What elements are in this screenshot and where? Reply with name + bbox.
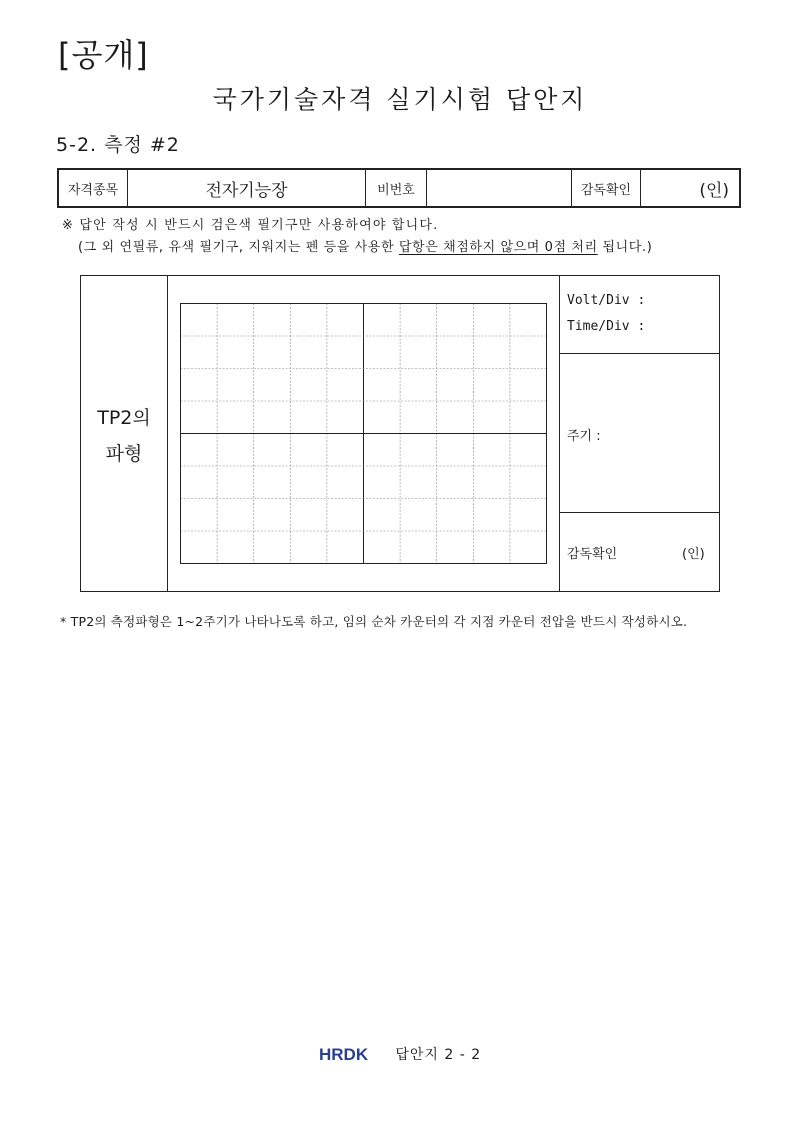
supervisor-label: 감독확인: [572, 169, 641, 207]
period-label[interactable]: 주기 :: [567, 429, 601, 444]
notice-line-2: [78, 236, 652, 255]
category-label: 자격종목: [58, 169, 128, 207]
supervisor-seal[interactable]: (인): [641, 169, 741, 207]
page-footer: [0, 1044, 800, 1064]
notice-prefix: (그 외 연필류, 유색 필기구, 지워지는 펜 등을 사용한: [78, 240, 399, 255]
info-table: [57, 168, 741, 208]
measurement-column: [559, 275, 720, 592]
volt-div-label[interactable]: Volt/Div :: [567, 293, 646, 308]
waveform-label-line1: TP2의: [97, 407, 151, 429]
category-value: 전자기능장: [128, 169, 366, 207]
hrdk-logo-text: HRDK: [318, 1045, 368, 1063]
waveform-label-cell: [80, 275, 168, 592]
oscilloscope-grid[interactable]: [180, 303, 547, 564]
number-field[interactable]: [427, 169, 572, 207]
notice-underlined: 답항은 채점하지 않으며 0점 처리: [398, 240, 598, 255]
page-number: 답안지 2 - 2: [395, 1047, 482, 1063]
page-title: 국가기술자격 실기시험 답안지: [212, 85, 588, 114]
document-tag: [공개]: [58, 36, 149, 74]
number-label: 비번호: [366, 169, 427, 207]
section-heading: 5-2. 측정 #2: [56, 134, 180, 156]
notice-suffix: 됩니다.): [597, 240, 653, 255]
waveform-label-line2: 파형: [105, 443, 143, 465]
hrdk-logo-icon: [319, 1045, 381, 1063]
notice-line-1: ※ 답안 작성 시 반드시 검은색 필기구만 사용하여야 합니다.: [62, 218, 439, 233]
supervisor-label-2: 감독확인: [567, 547, 618, 562]
footnote: * TP2의 측정파형은 1~2주기가 나타나도록 하고, 임의 순차 카운터의 각 지점 카운터 전압을 반드시 작성하시오.: [60, 614, 688, 629]
measurement-divider: [560, 512, 720, 513]
supervisor-seal-2[interactable]: (인): [682, 547, 705, 562]
time-div-label[interactable]: Time/Div :: [567, 319, 646, 334]
measurement-divider: [560, 353, 720, 354]
